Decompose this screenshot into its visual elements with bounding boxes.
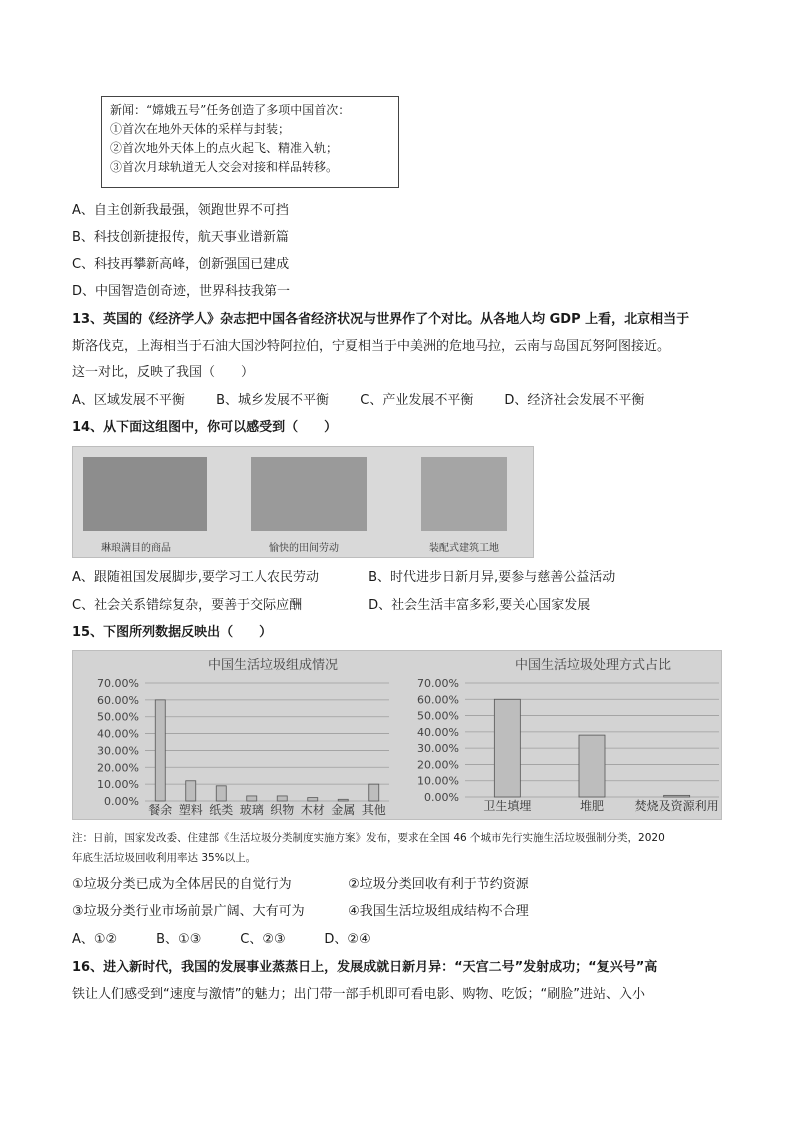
- q14-options-row: [72, 597, 590, 615]
- y-tick-label: 50.00%: [417, 709, 459, 723]
- q12-option-c: C、科技再攀新高峰，创新强国已建成: [72, 257, 290, 272]
- q15-title: 15、下图所列数据反映出（ ）: [72, 625, 273, 640]
- q14-photo-strip: [72, 446, 534, 558]
- q15-note: [72, 828, 722, 868]
- news-box: [101, 96, 399, 188]
- x-tick-label: 织物: [270, 803, 295, 817]
- y-tick-label: 40.00%: [417, 725, 459, 739]
- photo-construction: [421, 457, 507, 531]
- y-tick-label: 10.00%: [417, 774, 459, 788]
- q15-charts: [72, 650, 722, 820]
- y-tick-label: 20.00%: [417, 758, 459, 772]
- x-tick-label: 塑料: [178, 803, 203, 817]
- y-tick-label: 20.00%: [97, 761, 139, 775]
- news-item: ③首次月球轨道无人交会对接和样品转移。: [110, 160, 339, 174]
- q15-option-d: D、②④: [324, 932, 371, 947]
- q13-option-d: D、经济社会发展不平衡: [504, 393, 645, 408]
- chart-title: 中国生活垃圾处理方式占比: [514, 658, 672, 673]
- statement-2: ②垃圾分类回收有利于节约资源: [348, 877, 529, 892]
- caption-goods: 琳琅满目的商品: [101, 543, 171, 554]
- q13-stem-line: 斯洛伐克，上海相当于石油大国沙特阿拉伯，宁夏相当于中美洲的危地马拉，云南与岛国瓦努阿图接近。: [72, 339, 671, 354]
- statement-3: ③垃圾分类行业市场前景广阔、大有可为: [72, 904, 305, 919]
- y-tick-label: 0.00%: [424, 791, 459, 804]
- q13-stem-line: 13、英国的《经济学人》杂志把中国各省经济状况与世界作了个对比。从各地人均 GDP 上看，北京相当于: [72, 312, 690, 327]
- photo-goods: [83, 457, 207, 531]
- note-line: 年底生活垃圾回收利用率达 35%以上。: [72, 852, 257, 864]
- q15-options: [72, 931, 371, 949]
- chart-garbage-composition: [97, 657, 389, 817]
- q12-option-d: D、中国智造创奇迹，世界科技我第一: [72, 284, 291, 299]
- q12-option-b: B、科技创新捷报传，航天事业谱新篇: [72, 230, 289, 245]
- q13-option-c: C、产业发展不平衡: [360, 393, 474, 408]
- x-tick-label: 纸类: [209, 803, 234, 817]
- q13-option-b: B、城乡发展不平衡: [216, 393, 330, 408]
- bar: [369, 784, 379, 801]
- bar: [338, 799, 348, 801]
- y-tick-label: 70.00%: [417, 677, 459, 690]
- q15-option-a: A、①②: [72, 932, 118, 947]
- news-item: ②首次地外天体上的点火起飞、精准入轨；: [110, 141, 339, 155]
- y-tick-label: 40.00%: [97, 727, 139, 741]
- q16-stem-line: 16、进入新时代，我国的发展事业蒸蒸日上，发展成就日新月异：“天宫二号”发射成功；“复兴号”高: [72, 960, 658, 975]
- q13-stem-line: 这一对比，反映了我国（ ）: [72, 365, 255, 380]
- x-tick-label: 堆肥: [579, 799, 605, 813]
- q14-option-a: A、跟随祖国发展脚步,要学习工人农民劳动: [72, 570, 320, 585]
- q15-option-b: B、①③: [156, 932, 202, 947]
- bar: [494, 699, 520, 797]
- x-tick-label: 金属: [331, 803, 356, 817]
- x-tick-label: 其他: [361, 803, 386, 817]
- q15-statements-row: [72, 903, 529, 921]
- x-tick-label: 餐余: [148, 803, 173, 817]
- news-title: 新闻：“嫦娥五号”任务创造了多项中国首次：: [110, 103, 351, 117]
- y-tick-label: 0.00%: [104, 795, 139, 808]
- x-tick-label: 玻璃: [239, 803, 264, 817]
- q14-option-c: C、社会关系错综复杂，要善于交际应酬: [72, 598, 303, 613]
- chart-title: 中国生活垃圾组成情况: [207, 658, 339, 673]
- bar: [216, 786, 226, 801]
- bar: [155, 700, 165, 801]
- q13-options: [72, 392, 644, 410]
- x-tick-label: 木材: [300, 803, 325, 817]
- y-tick-label: 10.00%: [97, 778, 139, 792]
- q12-option-a: A、自主创新我最强，领跑世界不可挡: [72, 203, 289, 218]
- y-tick-label: 60.00%: [417, 693, 459, 707]
- q16-stem-line: 铁让人们感受到“速度与激情”的魅力；出门带一部手机即可看电影、购物、吃饭；“刷脸”进站、入小: [72, 987, 645, 1002]
- news-item: ①首次在地外天体的采样与封装；: [110, 122, 291, 136]
- caption-farm: 愉快的田间劳动: [269, 543, 339, 554]
- bar: [277, 796, 287, 801]
- q14-option-b: B、时代进步日新月异,要参与慈善公益活动: [368, 570, 616, 585]
- caption-construction: 装配式建筑工地: [429, 543, 499, 554]
- chart-garbage-treatment: [417, 657, 719, 813]
- statement-1: ①垃圾分类已成为全体居民的自觉行为: [72, 877, 292, 892]
- bar: [186, 781, 196, 801]
- y-tick-label: 70.00%: [97, 677, 139, 690]
- q15-statements-row: [72, 876, 529, 894]
- x-tick-label: 焚烧及资源利用: [634, 799, 719, 813]
- bar: [579, 735, 605, 797]
- q14-title: 14、从下面这组图中，你可以感受到（ ）: [72, 420, 338, 435]
- q14-options-row: [72, 569, 615, 587]
- y-tick-label: 30.00%: [417, 742, 459, 756]
- q15-option-c: C、②③: [240, 932, 286, 947]
- charts-svg: [73, 651, 721, 819]
- y-tick-label: 50.00%: [97, 710, 139, 724]
- q14-option-d: D、社会生活丰富多彩,要关心国家发展: [368, 598, 591, 613]
- bar: [664, 795, 690, 797]
- statement-4: ④我国生活垃圾组成结构不合理: [348, 904, 529, 919]
- bar: [308, 798, 318, 801]
- note-line: 注：日前，国家发改委、住建部《生活垃圾分类制度实施方案》发布，要求在全国 46 个城市先行实施生活垃圾强制分类，2020: [72, 832, 665, 844]
- q13-option-a: A、区域发展不平衡: [72, 393, 185, 408]
- y-tick-label: 60.00%: [97, 693, 139, 707]
- x-tick-label: 卫生填埋: [483, 799, 532, 813]
- bar: [247, 796, 257, 801]
- y-tick-label: 30.00%: [97, 744, 139, 758]
- photo-farm: [251, 457, 367, 531]
